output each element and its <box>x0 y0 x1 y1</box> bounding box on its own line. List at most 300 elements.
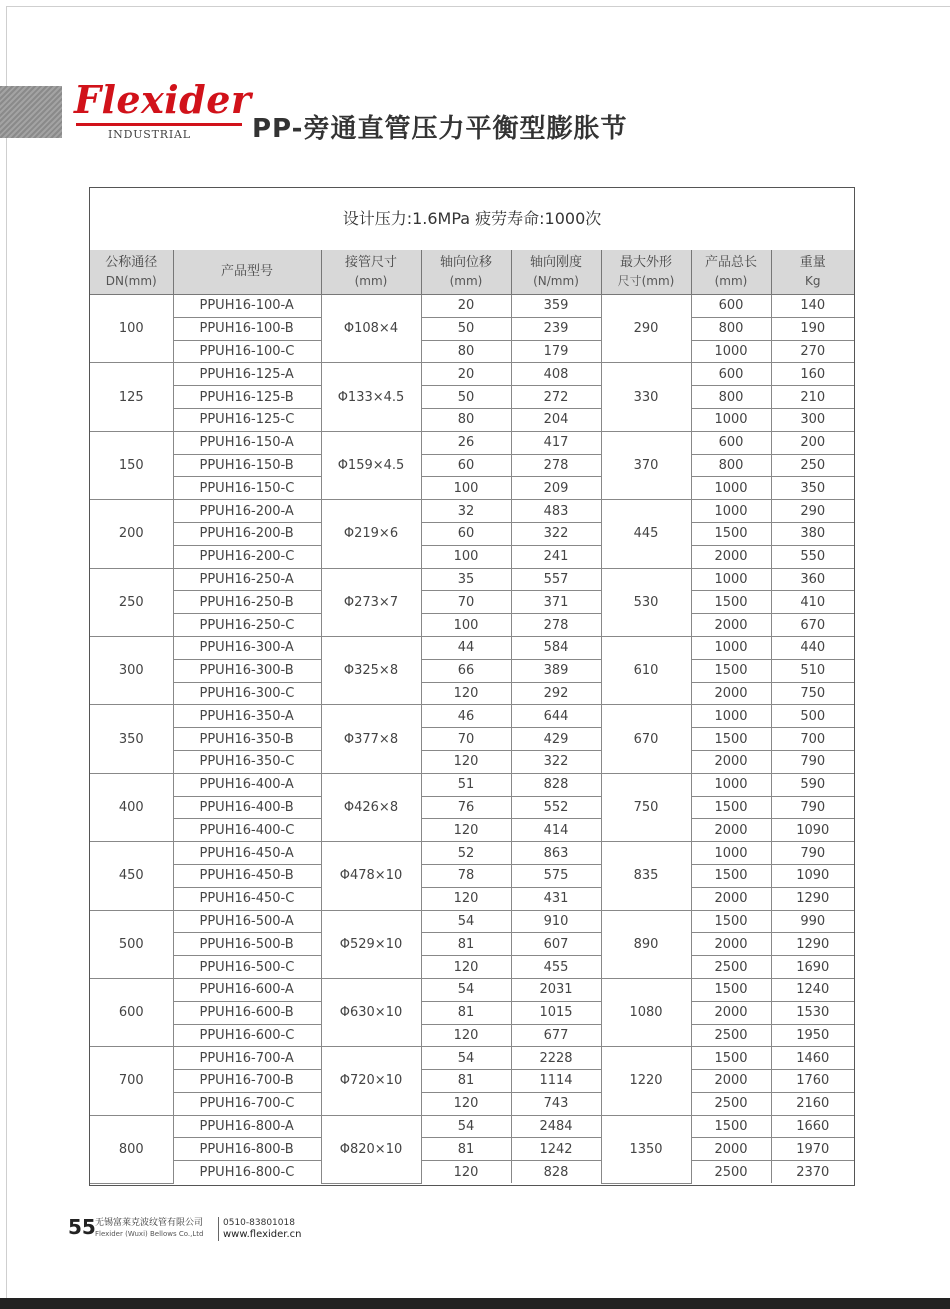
table-row <box>90 636 854 659</box>
cell-pipe-size: Φ820×10 <box>321 1115 421 1183</box>
cell-pipe-size: Φ478×10 <box>321 842 421 910</box>
cell-overall-length: 2000 <box>691 887 771 910</box>
cell-dn: 150 <box>90 431 173 499</box>
cell-axial-stiffness: 910 <box>511 910 601 933</box>
cell-model: PPUH16-100-B <box>173 317 321 340</box>
cell-axial-displacement: 70 <box>421 728 511 751</box>
cell-axial-displacement: 60 <box>421 522 511 545</box>
cell-axial-stiffness: 417 <box>511 431 601 454</box>
company-name-cn: 无锡富莱克波纹管有限公司 <box>95 1218 204 1228</box>
cell-axial-displacement: 100 <box>421 545 511 568</box>
cell-overall-length: 2000 <box>691 750 771 773</box>
header-axial-displacement: 轴向位移 (mm) <box>421 250 511 295</box>
cell-model: PPUH16-600-B <box>173 1001 321 1024</box>
cell-weight: 270 <box>771 340 854 363</box>
cell-model: PPUH16-125-A <box>173 363 321 386</box>
cell-model: PPUH16-800-C <box>173 1161 321 1183</box>
cell-model: PPUH16-350-B <box>173 728 321 751</box>
cell-axial-displacement: 66 <box>421 659 511 682</box>
cell-weight: 1240 <box>771 978 854 1001</box>
cell-weight: 290 <box>771 500 854 523</box>
cell-axial-displacement: 120 <box>421 750 511 773</box>
cell-axial-stiffness: 677 <box>511 1024 601 1047</box>
table-row <box>90 750 854 773</box>
cell-axial-stiffness: 828 <box>511 1161 601 1183</box>
table-row <box>90 1047 854 1070</box>
cell-max-outer-size: 290 <box>601 295 691 363</box>
table-row <box>90 978 854 1001</box>
cell-dn: 600 <box>90 978 173 1046</box>
table-row <box>90 682 854 705</box>
cell-axial-stiffness: 2031 <box>511 978 601 1001</box>
cell-model: PPUH16-125-C <box>173 408 321 431</box>
cell-dn: 800 <box>90 1115 173 1183</box>
cell-overall-length: 1000 <box>691 477 771 500</box>
cell-max-outer-size: 1220 <box>601 1047 691 1115</box>
cell-weight: 1290 <box>771 887 854 910</box>
cell-axial-stiffness: 557 <box>511 568 601 591</box>
cell-weight: 1530 <box>771 1001 854 1024</box>
cell-axial-displacement: 120 <box>421 682 511 705</box>
cell-axial-stiffness: 239 <box>511 317 601 340</box>
cell-overall-length: 2500 <box>691 1024 771 1047</box>
cell-overall-length: 1500 <box>691 1047 771 1070</box>
spec-table <box>90 250 854 1184</box>
cell-overall-length: 1000 <box>691 500 771 523</box>
cell-overall-length: 1500 <box>691 1115 771 1138</box>
cell-dn: 200 <box>90 500 173 568</box>
cell-max-outer-size: 670 <box>601 705 691 773</box>
cell-model: PPUH16-450-B <box>173 864 321 887</box>
cell-axial-displacement: 60 <box>421 454 511 477</box>
table-row <box>90 614 854 637</box>
cell-axial-stiffness: 1242 <box>511 1138 601 1161</box>
company-info <box>95 1217 203 1240</box>
cell-model: PPUH16-500-A <box>173 910 321 933</box>
cell-weight: 300 <box>771 408 854 431</box>
cell-model: PPUH16-150-A <box>173 431 321 454</box>
table-row <box>90 408 854 431</box>
cell-axial-displacement: 81 <box>421 1070 511 1093</box>
cell-axial-displacement: 81 <box>421 933 511 956</box>
cell-dn: 125 <box>90 363 173 431</box>
cell-pipe-size: Φ720×10 <box>321 1047 421 1115</box>
cell-axial-displacement: 50 <box>421 317 511 340</box>
cell-overall-length: 1500 <box>691 591 771 614</box>
cell-pipe-size: Φ219×6 <box>321 500 421 568</box>
cell-max-outer-size: 330 <box>601 363 691 431</box>
table-row <box>90 1092 854 1115</box>
cell-weight: 790 <box>771 750 854 773</box>
cell-axial-stiffness: 292 <box>511 682 601 705</box>
cell-axial-displacement: 20 <box>421 295 511 318</box>
cell-model: PPUH16-700-C <box>173 1092 321 1115</box>
table-row <box>90 1161 854 1183</box>
cell-axial-stiffness: 644 <box>511 705 601 728</box>
cell-axial-stiffness: 575 <box>511 864 601 887</box>
table-row <box>90 1138 854 1161</box>
brand-subtitle: INDUSTRIAL <box>108 128 191 141</box>
phone-number: 0510-83801018 <box>223 1218 295 1228</box>
cell-dn: 100 <box>90 295 173 363</box>
cell-model: PPUH16-125-B <box>173 386 321 409</box>
cell-model: PPUH16-700-B <box>173 1070 321 1093</box>
table-row <box>90 910 854 933</box>
cell-axial-displacement: 44 <box>421 636 511 659</box>
table-row <box>90 933 854 956</box>
cell-pipe-size: Φ159×4.5 <box>321 431 421 499</box>
cell-overall-length: 2500 <box>691 1161 771 1183</box>
cell-axial-displacement: 80 <box>421 408 511 431</box>
cell-axial-stiffness: 828 <box>511 773 601 796</box>
cell-axial-displacement: 52 <box>421 842 511 865</box>
cell-pipe-size: Φ529×10 <box>321 910 421 978</box>
cell-axial-displacement: 54 <box>421 1047 511 1070</box>
cell-overall-length: 800 <box>691 386 771 409</box>
cell-model: PPUH16-150-B <box>173 454 321 477</box>
cell-axial-stiffness: 389 <box>511 659 601 682</box>
cell-axial-stiffness: 204 <box>511 408 601 431</box>
cell-dn: 300 <box>90 636 173 704</box>
cell-axial-stiffness: 1015 <box>511 1001 601 1024</box>
cell-overall-length: 1500 <box>691 728 771 751</box>
cell-axial-displacement: 35 <box>421 568 511 591</box>
cell-weight: 410 <box>771 591 854 614</box>
header-axial-stiffness: 轴向刚度 (N/mm) <box>511 250 601 295</box>
cell-dn: 350 <box>90 705 173 773</box>
cell-model: PPUH16-800-B <box>173 1138 321 1161</box>
cell-overall-length: 1500 <box>691 659 771 682</box>
cell-axial-displacement: 50 <box>421 386 511 409</box>
table-row <box>90 887 854 910</box>
table-row <box>90 295 854 318</box>
cell-overall-length: 2000 <box>691 933 771 956</box>
cell-model: PPUH16-300-B <box>173 659 321 682</box>
cell-axial-stiffness: 322 <box>511 522 601 545</box>
table-row <box>90 956 854 979</box>
table-row <box>90 1070 854 1093</box>
cell-max-outer-size: 530 <box>601 568 691 636</box>
cell-model: PPUH16-350-A <box>173 705 321 728</box>
cell-axial-stiffness: 743 <box>511 1092 601 1115</box>
cell-model: PPUH16-350-C <box>173 750 321 773</box>
cell-overall-length: 1500 <box>691 910 771 933</box>
cell-axial-displacement: 120 <box>421 1161 511 1183</box>
table-row <box>90 340 854 363</box>
table-row <box>90 386 854 409</box>
cell-model: PPUH16-400-C <box>173 819 321 842</box>
cell-axial-stiffness: 359 <box>511 295 601 318</box>
cell-dn: 450 <box>90 842 173 910</box>
cell-axial-stiffness: 278 <box>511 614 601 637</box>
cell-overall-length: 1000 <box>691 705 771 728</box>
cell-overall-length: 2000 <box>691 1138 771 1161</box>
cell-weight: 2370 <box>771 1161 854 1183</box>
table-row <box>90 1001 854 1024</box>
cell-dn: 500 <box>90 910 173 978</box>
cell-weight: 670 <box>771 614 854 637</box>
cell-overall-length: 2000 <box>691 1001 771 1024</box>
cell-overall-length: 800 <box>691 454 771 477</box>
cell-overall-length: 2500 <box>691 1092 771 1115</box>
cell-model: PPUH16-250-A <box>173 568 321 591</box>
brand-name: Flexider <box>74 77 252 122</box>
contact-info <box>218 1217 301 1241</box>
cell-weight: 1970 <box>771 1138 854 1161</box>
cell-dn: 700 <box>90 1047 173 1115</box>
header-pipe-size: 接管尺寸 (mm) <box>321 250 421 295</box>
cell-axial-displacement: 100 <box>421 614 511 637</box>
table-row <box>90 864 854 887</box>
cell-axial-stiffness: 429 <box>511 728 601 751</box>
header-dn: 公称通径 DN(mm) <box>90 250 173 295</box>
table-header-row <box>90 250 854 295</box>
cell-weight: 590 <box>771 773 854 796</box>
cell-axial-displacement: 76 <box>421 796 511 819</box>
bottom-bar <box>0 1298 950 1309</box>
cell-weight: 160 <box>771 363 854 386</box>
table-row <box>90 1024 854 1047</box>
cell-overall-length: 1000 <box>691 340 771 363</box>
cell-overall-length: 600 <box>691 431 771 454</box>
cell-max-outer-size: 445 <box>601 500 691 568</box>
cell-model: PPUH16-100-A <box>173 295 321 318</box>
cell-pipe-size: Φ377×8 <box>321 705 421 773</box>
cell-model: PPUH16-100-C <box>173 340 321 363</box>
page-number: 55 <box>68 1215 96 1239</box>
cell-overall-length: 600 <box>691 295 771 318</box>
cell-pipe-size: Φ630×10 <box>321 978 421 1046</box>
table-row <box>90 500 854 523</box>
cell-weight: 750 <box>771 682 854 705</box>
cell-axial-stiffness: 371 <box>511 591 601 614</box>
table-row <box>90 477 854 500</box>
cell-overall-length: 1000 <box>691 408 771 431</box>
cell-model: PPUH16-300-A <box>173 636 321 659</box>
cell-axial-displacement: 120 <box>421 887 511 910</box>
cell-overall-length: 800 <box>691 317 771 340</box>
cell-model: PPUH16-500-C <box>173 956 321 979</box>
cell-weight: 1090 <box>771 819 854 842</box>
cell-model: PPUH16-300-C <box>173 682 321 705</box>
cell-axial-stiffness: 863 <box>511 842 601 865</box>
cell-weight: 510 <box>771 659 854 682</box>
cell-axial-stiffness: 408 <box>511 363 601 386</box>
table-row <box>90 545 854 568</box>
cell-overall-length: 2000 <box>691 614 771 637</box>
cell-axial-displacement: 100 <box>421 477 511 500</box>
cell-weight: 190 <box>771 317 854 340</box>
cell-weight: 440 <box>771 636 854 659</box>
cell-axial-displacement: 70 <box>421 591 511 614</box>
spec-table-frame <box>89 187 855 1186</box>
header-overall-length: 产品总长 (mm) <box>691 250 771 295</box>
cell-axial-displacement: 54 <box>421 1115 511 1138</box>
cell-pipe-size: Φ273×7 <box>321 568 421 636</box>
cell-overall-length: 600 <box>691 363 771 386</box>
table-row <box>90 454 854 477</box>
cell-weight: 1950 <box>771 1024 854 1047</box>
cell-axial-displacement: 80 <box>421 340 511 363</box>
cell-axial-stiffness: 431 <box>511 887 601 910</box>
cell-axial-displacement: 32 <box>421 500 511 523</box>
cell-overall-length: 1000 <box>691 568 771 591</box>
cell-model: PPUH16-200-B <box>173 522 321 545</box>
cell-weight: 140 <box>771 295 854 318</box>
page-title: PP-旁通直管压力平衡型膨胀节 <box>252 114 628 144</box>
cell-model: PPUH16-450-C <box>173 887 321 910</box>
cell-axial-stiffness: 455 <box>511 956 601 979</box>
cell-axial-stiffness: 241 <box>511 545 601 568</box>
cell-axial-stiffness: 272 <box>511 386 601 409</box>
cell-model: PPUH16-200-A <box>173 500 321 523</box>
cell-model: PPUH16-250-B <box>173 591 321 614</box>
table-row <box>90 431 854 454</box>
cell-axial-displacement: 51 <box>421 773 511 796</box>
cell-weight: 700 <box>771 728 854 751</box>
cell-max-outer-size: 1080 <box>601 978 691 1046</box>
cell-axial-stiffness: 322 <box>511 750 601 773</box>
cell-max-outer-size: 750 <box>601 773 691 841</box>
cell-model: PPUH16-250-C <box>173 614 321 637</box>
cell-axial-displacement: 20 <box>421 363 511 386</box>
cell-dn: 250 <box>90 568 173 636</box>
cell-axial-displacement: 54 <box>421 978 511 1001</box>
cell-weight: 1290 <box>771 933 854 956</box>
cell-model: PPUH16-600-C <box>173 1024 321 1047</box>
cell-weight: 380 <box>771 522 854 545</box>
cell-overall-length: 1500 <box>691 978 771 1001</box>
cell-axial-displacement: 120 <box>421 1092 511 1115</box>
table-row <box>90 773 854 796</box>
cell-max-outer-size: 890 <box>601 910 691 978</box>
cell-model: PPUH16-400-A <box>173 773 321 796</box>
cell-model: PPUH16-200-C <box>173 545 321 568</box>
cell-model: PPUH16-600-A <box>173 978 321 1001</box>
table-row <box>90 591 854 614</box>
cell-model: PPUH16-500-B <box>173 933 321 956</box>
cell-weight: 790 <box>771 796 854 819</box>
table-row <box>90 522 854 545</box>
cell-axial-stiffness: 179 <box>511 340 601 363</box>
cell-dn: 400 <box>90 773 173 841</box>
table-row <box>90 705 854 728</box>
cell-weight: 210 <box>771 386 854 409</box>
cell-overall-length: 2500 <box>691 956 771 979</box>
brand-logo <box>74 77 252 148</box>
cell-max-outer-size: 1350 <box>601 1115 691 1183</box>
brand-rule <box>76 123 242 126</box>
table-row <box>90 819 854 842</box>
cell-model: PPUH16-700-A <box>173 1047 321 1070</box>
table-row <box>90 728 854 751</box>
side-tab-marker <box>0 86 62 138</box>
cell-axial-stiffness: 483 <box>511 500 601 523</box>
cell-pipe-size: Φ325×8 <box>321 636 421 704</box>
cell-axial-displacement: 120 <box>421 1024 511 1047</box>
table-row <box>90 568 854 591</box>
cell-weight: 990 <box>771 910 854 933</box>
header-max-outer-size: 最大外形 尺寸(mm) <box>601 250 691 295</box>
table-row <box>90 796 854 819</box>
website-link[interactable]: www.flexider.cn <box>223 1229 302 1240</box>
cell-axial-displacement: 120 <box>421 819 511 842</box>
cell-weight: 250 <box>771 454 854 477</box>
cell-weight: 200 <box>771 431 854 454</box>
cell-max-outer-size: 835 <box>601 842 691 910</box>
cell-axial-displacement: 26 <box>421 431 511 454</box>
cell-axial-stiffness: 552 <box>511 796 601 819</box>
table-row <box>90 842 854 865</box>
cell-axial-stiffness: 1114 <box>511 1070 601 1093</box>
table-caption: 设计压力:1.6MPa 疲劳寿命:1000次 <box>90 188 854 251</box>
table-row <box>90 317 854 340</box>
cell-model: PPUH16-400-B <box>173 796 321 819</box>
cell-axial-displacement: 81 <box>421 1138 511 1161</box>
cell-weight: 2160 <box>771 1092 854 1115</box>
cell-axial-stiffness: 2484 <box>511 1115 601 1138</box>
cell-overall-length: 1500 <box>691 522 771 545</box>
cell-weight: 550 <box>771 545 854 568</box>
cell-model: PPUH16-450-A <box>173 842 321 865</box>
cell-pipe-size: Φ426×8 <box>321 773 421 841</box>
cell-axial-stiffness: 584 <box>511 636 601 659</box>
cell-overall-length: 1000 <box>691 842 771 865</box>
cell-axial-displacement: 120 <box>421 956 511 979</box>
spec-table-body <box>90 295 854 1184</box>
cell-axial-stiffness: 2228 <box>511 1047 601 1070</box>
cell-weight: 790 <box>771 842 854 865</box>
cell-weight: 1660 <box>771 1115 854 1138</box>
table-row <box>90 363 854 386</box>
cell-axial-stiffness: 209 <box>511 477 601 500</box>
cell-weight: 360 <box>771 568 854 591</box>
cell-weight: 1090 <box>771 864 854 887</box>
cell-overall-length: 2000 <box>691 819 771 842</box>
cell-overall-length: 1500 <box>691 796 771 819</box>
table-row <box>90 659 854 682</box>
cell-axial-displacement: 54 <box>421 910 511 933</box>
cell-overall-length: 1500 <box>691 864 771 887</box>
cell-pipe-size: Φ133×4.5 <box>321 363 421 431</box>
cell-weight: 1760 <box>771 1070 854 1093</box>
cell-weight: 350 <box>771 477 854 500</box>
cell-axial-stiffness: 278 <box>511 454 601 477</box>
cell-overall-length: 1000 <box>691 636 771 659</box>
cell-pipe-size: Φ108×4 <box>321 295 421 363</box>
cell-weight: 1460 <box>771 1047 854 1070</box>
cell-model: PPUH16-800-A <box>173 1115 321 1138</box>
header-model: 产品型号 <box>173 250 321 295</box>
cell-axial-displacement: 78 <box>421 864 511 887</box>
cell-axial-displacement: 46 <box>421 705 511 728</box>
cell-model: PPUH16-150-C <box>173 477 321 500</box>
cell-axial-stiffness: 607 <box>511 933 601 956</box>
cell-overall-length: 2000 <box>691 545 771 568</box>
cell-max-outer-size: 610 <box>601 636 691 704</box>
cell-overall-length: 2000 <box>691 1070 771 1093</box>
header-weight: 重量 Kg <box>771 250 854 295</box>
table-row <box>90 1115 854 1138</box>
cell-max-outer-size: 370 <box>601 431 691 499</box>
cell-axial-stiffness: 414 <box>511 819 601 842</box>
cell-axial-displacement: 81 <box>421 1001 511 1024</box>
company-name-en: Flexider (Wuxi) Bellows Co.,Ltd <box>95 1230 204 1238</box>
cell-weight: 500 <box>771 705 854 728</box>
cell-weight: 1690 <box>771 956 854 979</box>
cell-overall-length: 2000 <box>691 682 771 705</box>
cell-overall-length: 1000 <box>691 773 771 796</box>
